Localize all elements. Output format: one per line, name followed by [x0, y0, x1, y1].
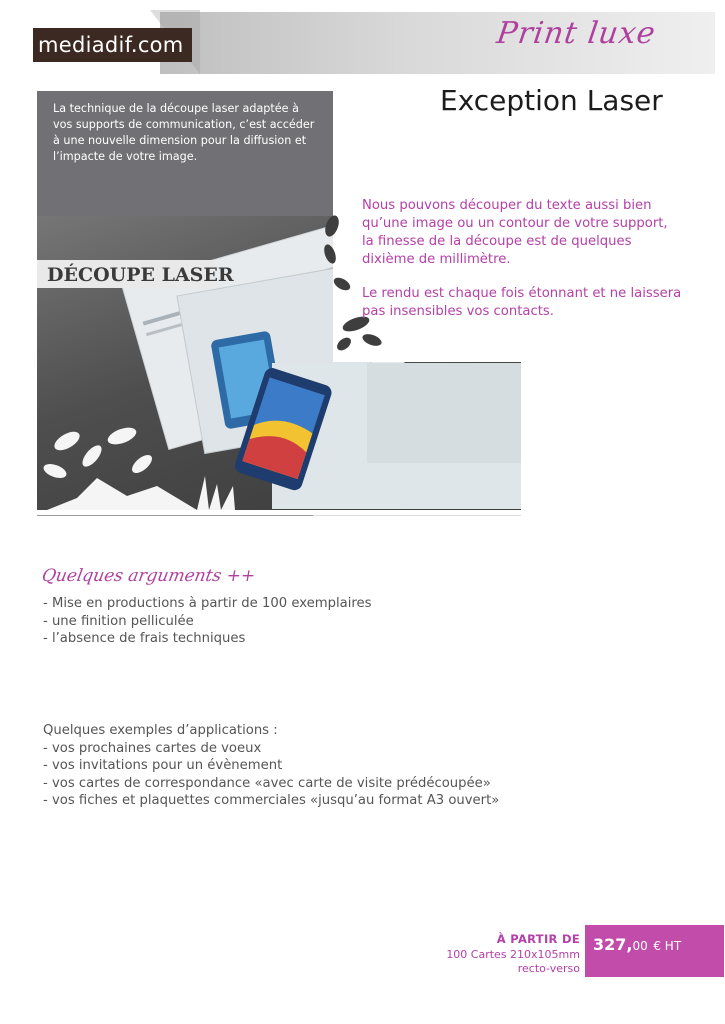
price-quantity: 100 Cartes 210x105mm	[446, 948, 580, 961]
price-amount	[593, 935, 681, 954]
price-integer: 327,	[593, 935, 633, 954]
description-paragraph: Nous pouvons découper du texte aussi bien qu’une image ou un contour de votre support, la finesse de la découpe est de quelques dixième de millimètre.	[362, 198, 668, 267]
list-item: - Mise en productions à partir de 100 exemplaires	[43, 596, 372, 611]
intro-text: La technique de la découpe laser adaptée à vos supports de communication, c’est accéder à une nouvelle dimension pour la diffusion et l’impacte de votre image.	[53, 102, 315, 163]
divider	[313, 515, 521, 516]
examples-list	[43, 722, 643, 810]
list-item: - une finition pelliculée	[43, 613, 194, 629]
brand-script: Print luxe	[494, 16, 659, 51]
list-item: - vos invitations pour un évènement	[43, 758, 283, 773]
page-title: Exception Laser	[440, 84, 663, 117]
list-item: - vos prochaines cartes de voeux	[43, 740, 262, 756]
description-paragraph: Le rendu est chaque fois étonnant et ne laissera pas insensibles vos contacts.	[362, 286, 682, 319]
logo[interactable]: mediadif.com	[33, 28, 192, 62]
divider	[37, 515, 313, 516]
price-from-label: À PARTIR DE	[496, 932, 580, 946]
list-item: - l’absence de frais techniques	[43, 631, 246, 646]
photo-label: DÉCOUPE LASER	[47, 264, 234, 286]
price-badge	[585, 925, 724, 977]
list-item: - vos fiches et plaquettes commerciales «jusqu’au format A3 ouvert»	[43, 793, 500, 808]
price-decimals: 00	[632, 939, 648, 953]
price-details	[446, 948, 580, 976]
price-currency: € HT	[653, 939, 682, 953]
examples-title: Quelques exemples d’applications :	[43, 723, 278, 738]
list-item: - vos cartes de correspondance «avec carte de visite prédécoupée»	[43, 775, 491, 791]
arguments-list	[43, 595, 643, 648]
arguments-title: Quelques arguments ++	[40, 566, 257, 586]
price-option: recto-verso	[517, 962, 580, 975]
